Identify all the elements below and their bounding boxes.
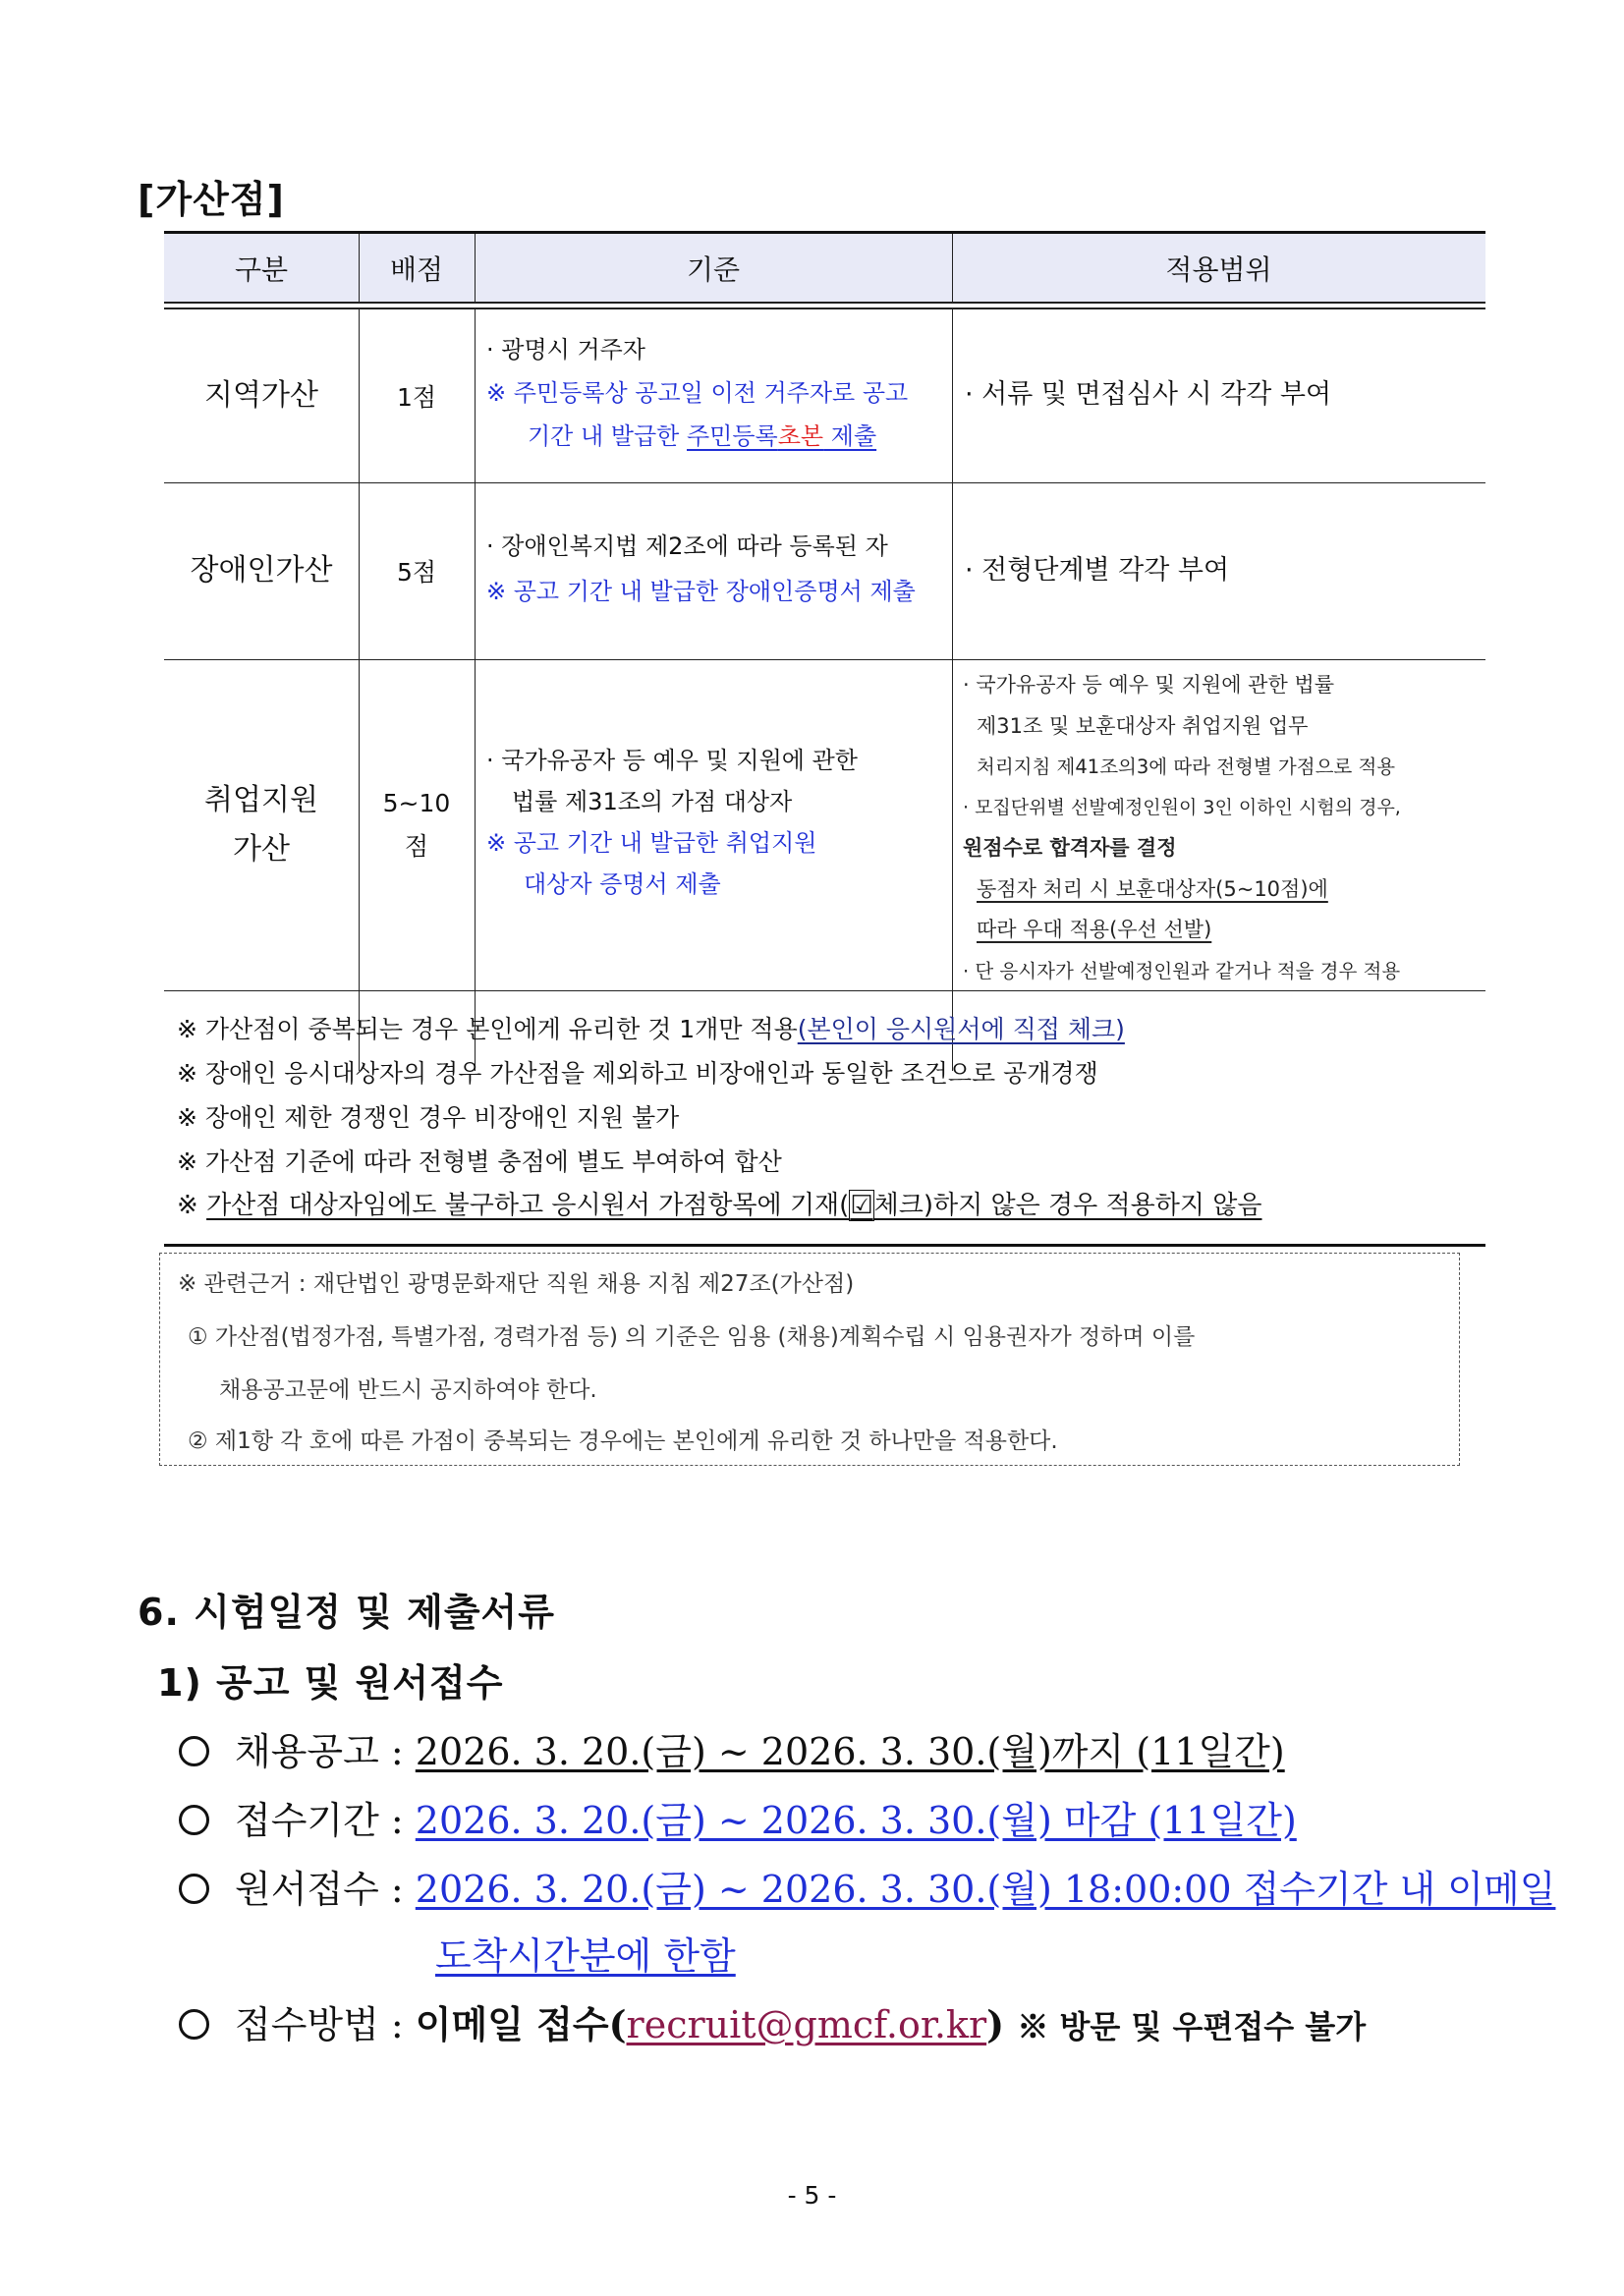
schedule-announcement: 채용공고 : 2026. 3. 20.(금) ~ 2026. 3. 30.(월)까지 (11일간) [179,1721,1285,1775]
row-region-note1: ※ 주민등록상 공고일 이전 거주자로 공고 [486,379,909,407]
schedule-method: 접수방법 : 이메일 접수(recruit@gmcf.or.kr) ※ 방문 및 우편접수 불가 [179,1994,1366,2048]
row-employment-criteria2: 법률 제31조의 가점 대상자 [512,788,793,815]
row-disability-criteria: · 장애인복지법 제2조에 따라 등록된 자 [486,532,888,560]
note-2: ※ 장애인 응시대상자의 경우 가산점을 제외하고 비장애인과 동일한 조건으로 공개경쟁 [177,1059,1098,1088]
checkbox-glyph: ☑ [850,1191,873,1220]
page-number: - 5 - [787,2181,837,2210]
row-region-criteria: · 광명시 거주자 [486,336,645,364]
row-employment-note1: ※ 공고 기간 내 발급한 취업지원 [486,829,817,857]
bullet-circle-icon [179,1874,209,1904]
row-disability-scope: · 전형단계별 각각 부여 [965,555,1230,586]
row-region-points: 1점 [396,383,437,412]
schedule-submission-cont: 도착시간분에 한함 [435,1934,736,1978]
bullet-circle-icon [179,2009,209,2040]
bullet-circle-icon [179,1736,209,1766]
note-1: ※ 가산점이 중복되는 경우 본인에게 유리한 것 1개만 적용(본인이 응시원서에 직접 체크) [177,1015,1125,1043]
email-link[interactable]: recruit@gmcf.or.kr [626,2003,987,2046]
reference-line-3: 채용공고문에 반드시 공지하여야 한다. [219,1377,597,1403]
schedule-application-period: 접수기간 : 2026. 3. 20.(금) ~ 2026. 3. 30.(월) 마감 (11일간) [179,1790,1297,1844]
bullet-circle-icon [179,1805,209,1835]
notes-list [177,1007,1261,1228]
row-disability-note: ※ 공고 기간 내 발급한 장애인증명서 제출 [486,578,916,605]
note-4: ※ 가산점 기준에 따라 전형별 충점에 별도 부여하여 합산 [177,1148,782,1176]
header-criteria: 기준 [686,252,741,286]
row-employment-category: 취업지원 가산 [204,782,318,867]
header-category: 구분 [234,252,289,286]
row-region-category: 지역가산 [204,378,318,413]
note-3: ※ 장애인 제한 경쟁인 경우 비장애인 지원 불가 [177,1103,680,1132]
section6-subtitle: 1) 공고 및 원서접수 [157,1661,504,1705]
section6-title: 6. 시험일정 및 제출서류 [138,1591,555,1634]
reference-line-2: ① 가산점(법정가점, 특별가점, 경력가점 등) 의 기준은 임용 (채용)계획수립 시 임용권자가 정하며 이를 [188,1324,1196,1350]
row-disability-category: 장애인가산 [190,553,333,588]
section-title: [가산점] [138,178,285,221]
note-5: ※ 가산점 대상자임에도 불구하고 응시원서 가점항목에 기재(☑체크)하지 않은 경우 적용하지 않음 [177,1191,1262,1220]
row-region-scope: · 서류 및 면접심사 시 각각 부여 [965,379,1332,410]
header-scope: 적용범위 [1165,252,1272,286]
legal-reference-box [159,1253,1460,1466]
header-points: 배점 [389,252,444,286]
reference-line-1: ※ 관련근거 : 재단법인 광명문화재단 직원 채용 지침 제27조(가산점) [178,1271,855,1297]
row-employment-note2: 대상자 증명서 제출 [524,870,721,898]
row-disability-points: 5점 [396,558,437,587]
schedule-submission: 원서접수 : 2026. 3. 20.(금) ~ 2026. 3. 30.(월) 18:00:00 접수기간 내 이메일 [179,1859,1555,1913]
reference-line-4: ② 제1항 각 호에 따른 가점이 중복되는 경우에는 본인에게 유리한 것 하나만을 적용한다. [188,1428,1058,1454]
row-region-note2: 기간 내 발급한 주민등록초본 제출 [528,422,877,450]
row-employment-scope: · 국가유공자 등 예우 및 지원에 관한 법률 제31조 및 보훈대상자 취업지원 업무 처리지침 제41조의3에 따라 전형별 가점으로 적용 · 모집단위별 선발예정인원이 3인 이하인 시험의 경우, 원점수로 합격자를 결정 동점자 처리 시 보훈대상자(5~10점)에 따라 우대 적용(우선 선발) · 단 응시자가 선발예정인원과 같거나 적을 경우 적용 [963,673,1401,982]
row-employment-criteria1: · 국가유공자 등 예우 및 지원에 관한 [486,747,858,774]
row-employment-points: 5~10 점 [382,788,451,861]
